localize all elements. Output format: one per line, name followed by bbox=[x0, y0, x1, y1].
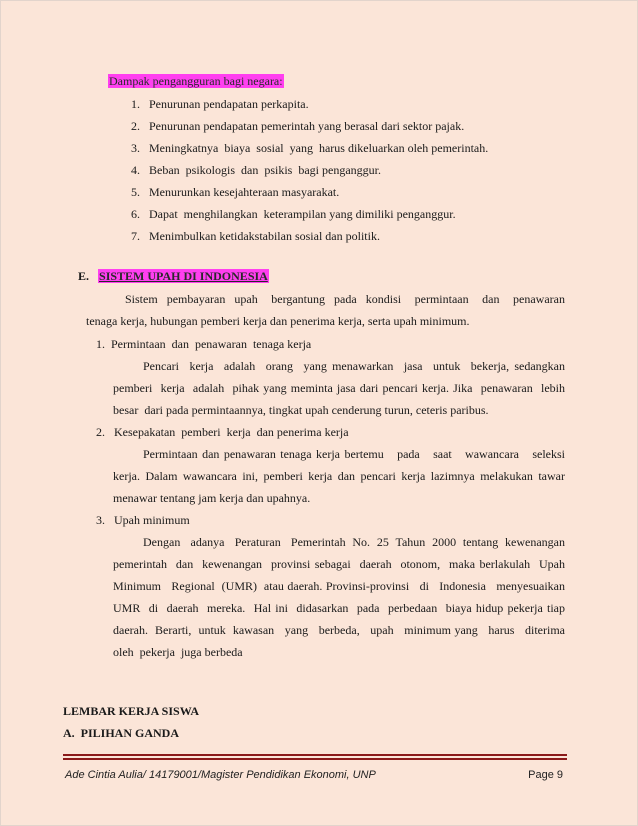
list-item-text: Menurunkan kesejahteraan masyarakat. bbox=[149, 185, 340, 199]
paragraph-line: Dengan adanya Peraturan Pemerintah No. 25 Tahun 2000 tentang kewenangan bbox=[143, 535, 565, 549]
paragraph-line: besar dari pada permintaannya, tingkat upah cenderung turun, ceteris paribus. bbox=[113, 403, 489, 417]
paragraph-line: UMR di daerah mereka. Hal ini didasarkan pada perbedaan biaya hidup pekerja tiap bbox=[113, 601, 565, 615]
list-item-text: Penurunan pendapatan perkapita. bbox=[149, 97, 309, 111]
section-e-title: SISTEM UPAH DI INDONESIA bbox=[99, 269, 268, 283]
list-item bbox=[131, 119, 464, 134]
list-item-text: Dapat menghilangkan keterampilan yang dimiliki penganggur. bbox=[149, 207, 456, 221]
paragraph-line: kerja. Dalam wawancara ini, pemberi kerja dan pencari kerja lazimnya melakukan tawar bbox=[113, 469, 565, 483]
list-item-number: 7. bbox=[131, 229, 140, 243]
list-item bbox=[131, 185, 339, 200]
list-item-number: 4. bbox=[131, 163, 140, 177]
section-e-intro-line: tenaga kerja, hubungan pemberi kerja dan penerima kerja, serta upah minimum. bbox=[86, 314, 470, 328]
list-item-number: 6. bbox=[131, 207, 140, 221]
paragraph-line: oleh pekerja juga berbeda bbox=[113, 645, 243, 659]
list-item-text: Meningkatnya biaya sosial yang harus dikeluarkan oleh pemerintah. bbox=[149, 141, 489, 155]
list-item-number: 3. bbox=[131, 141, 140, 155]
paragraph-line: Minimum Regional (UMR) atau daerah. Provinsi-provinsi di Indonesia menyesuaikan bbox=[113, 579, 565, 593]
dampak-heading-text: Dampak pengangguran bagi negara: bbox=[109, 74, 283, 88]
paragraph-line: pemberi kerja adalah pihak yang meminta jasa dari pencari kerja. Jika penawaran lebih bbox=[113, 381, 565, 395]
list-item bbox=[131, 163, 381, 178]
list-item-text: Penurunan pendapatan pemerintah yang berasal dari sektor pajak. bbox=[149, 119, 465, 133]
section-e-letter: E. bbox=[78, 269, 90, 283]
subsection-2-title: 2. Kesepakatan pemberi kerja dan penerima kerja bbox=[96, 425, 349, 439]
subsection-1-title: 1. Permintaan dan penawaran tenaga kerja bbox=[96, 337, 312, 351]
worksheet-subtitle: A. PILIHAN GANDA bbox=[63, 726, 180, 740]
paragraph-line: daerah. Berarti, untuk kawasan yang berbeda, upah minimum yang harus diterima bbox=[113, 623, 565, 637]
footer-author: Ade Cintia Aulia/ 14179001/Magister Pendidikan Ekonomi, UNP bbox=[65, 769, 376, 781]
worksheet-title: LEMBAR KERJA SISWA bbox=[63, 704, 200, 718]
list-item bbox=[131, 207, 456, 222]
paragraph-line: Pencari kerja adalah orang yang menawarkan jasa untuk bekerja, sedangkan bbox=[143, 359, 565, 373]
list-item bbox=[131, 229, 380, 244]
section-e-intro-line: Sistem pembayaran upah bergantung pada kondisi permintaan dan penawaran bbox=[125, 292, 565, 306]
list-item-text: Menimbulkan ketidakstabilan sosial dan politik. bbox=[149, 229, 380, 243]
list-item bbox=[131, 97, 309, 112]
footer-page-number: Page 9 bbox=[528, 769, 563, 781]
subsection-3-title: 3. Upah minimum bbox=[96, 513, 190, 527]
dampak-heading bbox=[108, 74, 284, 89]
list-item-number: 5. bbox=[131, 185, 140, 199]
list-item-number: 2. bbox=[131, 119, 140, 133]
list-item bbox=[131, 141, 488, 156]
footer-rule bbox=[63, 754, 567, 762]
list-item-number: 1. bbox=[131, 97, 140, 111]
list-item-text: Beban psikologis dan psikis bagi penganggur. bbox=[149, 163, 381, 177]
section-e-heading bbox=[78, 269, 269, 284]
paragraph-line: pemerintah dan kewenangan provinsi sebagai daerah otonom, maka berlakulah Upah bbox=[113, 557, 565, 571]
paragraph-line: Permintaan dan penawaran tenaga kerja bertemu pada saat wawancara seleksi bbox=[143, 447, 565, 461]
paragraph-line: menawar tentang jam kerja dan upahnya. bbox=[113, 491, 311, 505]
